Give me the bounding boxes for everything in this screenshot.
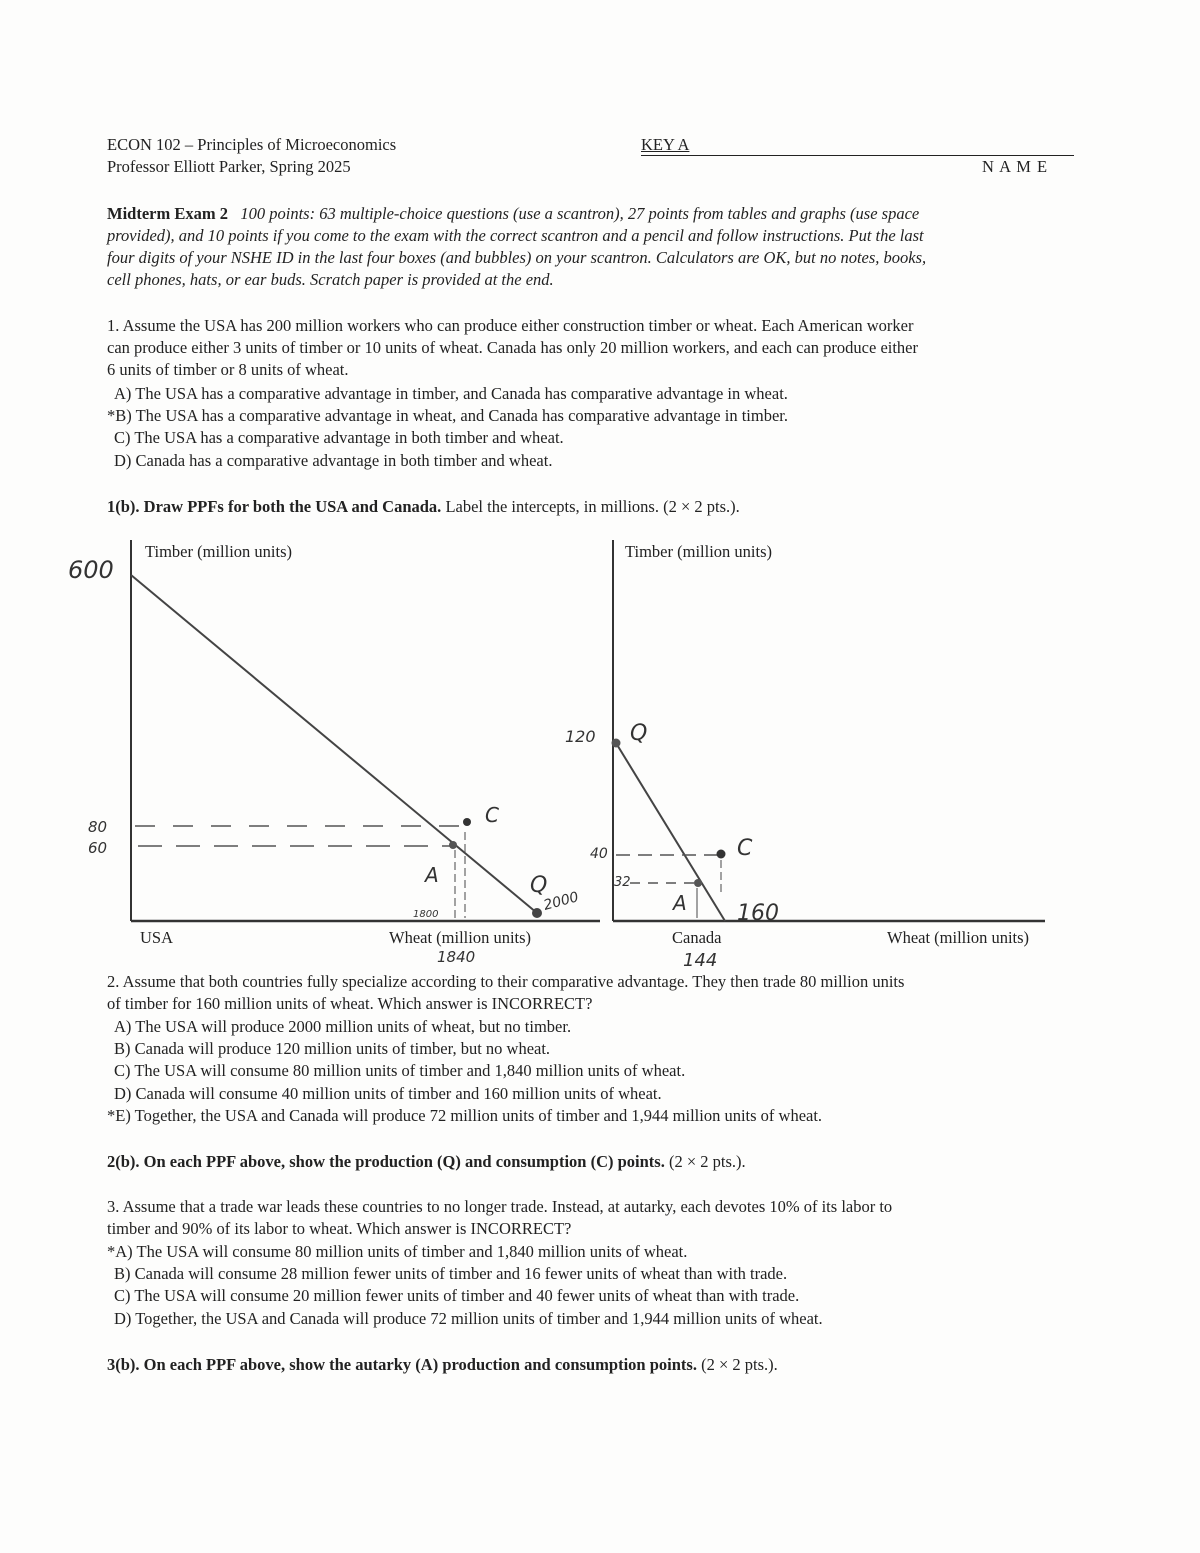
canada-label: Canada	[672, 928, 722, 947]
canada-ppf-line	[616, 743, 725, 921]
usa-a-label: A	[425, 863, 439, 887]
answer-option: C) The USA will consume 20 million fewer units of timber and 40 fewer units of wheat than with trade.	[114, 1286, 800, 1305]
usa-autarky-point	[449, 841, 457, 849]
q1b-instructions: 1(b). Draw PPFs for both the USA and Canada. Label the intercepts, in millions. (2 × 2 pts.).	[107, 497, 740, 516]
course-title: ECON 102 – Principles of Microeconomics	[107, 135, 397, 154]
canada-wheat-144: 144	[683, 950, 718, 971]
canada-a-label: A	[673, 891, 687, 915]
canada-y-intercept: 120	[565, 727, 596, 746]
canada-x-axis-label: Wheat (million units)	[887, 928, 1030, 947]
canada-timber-40: 40	[590, 846, 608, 862]
usa-timber-60: 60	[88, 839, 108, 857]
canada-x-intercept: 160	[737, 901, 779, 926]
usa-ppf-graph	[68, 540, 600, 966]
usa-timber-80: 80	[88, 818, 108, 836]
usa-wheat-1840: 1840	[437, 948, 476, 966]
usa-ppf-line	[131, 575, 537, 913]
professor-line: Professor Elliott Parker, Spring 2025	[107, 157, 351, 176]
answer-option: C) The USA will consume 80 million units of timber and 1,840 million units of wheat.	[114, 1061, 686, 1080]
intro-line: cell phones, hats, or ear buds. Scratch paper is provided at the end.	[107, 270, 554, 289]
exam-title: Midterm Exam 2	[107, 204, 228, 223]
answer-option: A) The USA has a comparative advantage in timber, and Canada has comparative advantage in wheat.	[114, 384, 788, 403]
usa-c-label: C	[485, 803, 499, 827]
q2b-instructions: 2(b). On each PPF above, show the production (Q) and consumption (C) points. (2 × 2 pts.).	[107, 1152, 746, 1171]
question-text: 6 units of timber or 8 units of wheat.	[107, 360, 349, 379]
canada-c-label: C	[737, 836, 753, 861]
usa-production-point	[532, 908, 542, 918]
question-text: 2. Assume that both countries fully specialize according to their comparative advantage. They then trade 80 million units	[107, 972, 905, 991]
answer-option: D) Canada has a comparative advantage in both timber and wheat.	[114, 451, 553, 470]
usa-x-axis-label: Wheat (million units)	[389, 928, 532, 947]
answer-option: B) Canada will produce 120 million units of timber, but no wheat.	[114, 1039, 551, 1058]
q3b-instructions: 3(b). On each PPF above, show the autarky (A) production and consumption points. (2 × 2 pts.).	[107, 1355, 778, 1374]
intro-line: four digits of your NSHE ID in the last four boxes (and bubbles) on your scantron. Calculators are OK, but no notes, books,	[107, 248, 927, 267]
usa-x-intercept: 2000	[541, 889, 581, 914]
answer-option: D) Canada will consume 40 million units of timber and 160 million units of wheat.	[114, 1084, 662, 1103]
usa-q-label: Q	[530, 873, 548, 898]
answer-option: B) Canada will consume 28 million fewer units of timber and 16 fewer units of wheat than with trade.	[114, 1264, 788, 1283]
usa-label: USA	[140, 928, 174, 947]
usa-wheat-1800: 1800	[413, 909, 439, 920]
answer-option-correct: *E) Together, the USA and Canada will produce 72 million units of timber and 1,944 million units of wheat.	[107, 1106, 823, 1125]
answer-option-correct: *A) The USA will consume 80 million units of timber and 1,840 million units of wheat.	[107, 1242, 688, 1261]
usa-y-intercept: 600	[68, 556, 114, 584]
question-text: 1. Assume the USA has 200 million workers who can produce either construction timber or wheat. Each American worker	[107, 316, 914, 335]
canada-autarky-point	[694, 879, 702, 887]
answer-option: D) Together, the USA and Canada will produce 72 million units of timber and 1,944 million units of wheat.	[114, 1309, 823, 1328]
question-text: can produce either 3 units of timber or 10 units of wheat. Canada has only 20 million workers, and each can produce either	[107, 338, 918, 357]
intro-line: provided), and 10 points if you come to the exam with the correct scantron and a pencil and follow instructions. Put the last	[107, 226, 924, 245]
answer-option: C) The USA has a comparative advantage in both timber and wheat.	[114, 428, 564, 447]
usa-consumption-point	[463, 818, 471, 826]
answer-option-correct: *B) The USA has a comparative advantage in wheat, and Canada has comparative advantage in timber.	[107, 406, 789, 425]
usa-y-axis-label: Timber (million units)	[145, 542, 292, 561]
question-text: 3. Assume that a trade war leads these countries to no longer trade. Instead, at autarky, each devotes 10% of its labor to	[107, 1197, 893, 1216]
canada-production-point	[612, 739, 621, 748]
question-text: timber and 90% of its labor to wheat. Which answer is INCORRECT?	[107, 1219, 572, 1238]
canada-ppf-graph	[565, 540, 1045, 971]
intro-line-1: Midterm Exam 2 100 points: 63 multiple-choice questions (use a scantron), 27 points from tables and graphs (use space	[107, 204, 920, 223]
answer-option: A) The USA will produce 2000 million units of wheat, but no timber.	[114, 1017, 572, 1036]
name-label: N A M E	[982, 157, 1049, 176]
canada-q-label: Q	[630, 721, 648, 746]
key-label: KEY A	[641, 135, 690, 154]
canada-timber-32: 32	[614, 875, 631, 890]
question-text: of timber for 160 million units of wheat. Which answer is INCORRECT?	[107, 994, 593, 1013]
canada-consumption-point	[717, 850, 726, 859]
canada-y-axis-label: Timber (million units)	[625, 542, 772, 561]
